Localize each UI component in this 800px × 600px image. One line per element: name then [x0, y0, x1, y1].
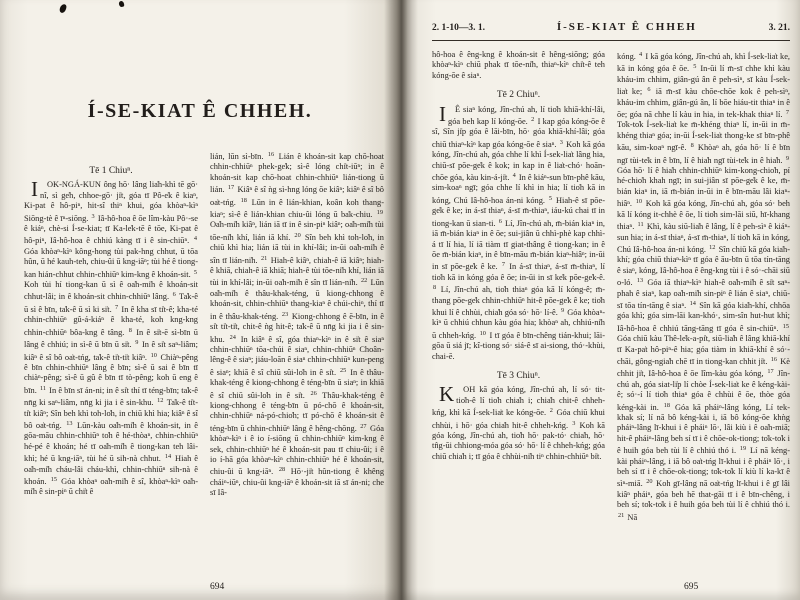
verse-number: 26 — [310, 389, 317, 397]
body-text-paragraph: I OK-NGÁ-KUN ông hō· lâng lia̍h-khì tē gō· nî, sì ge̍h, chhoe-gō· ji̍t, góa tī Pô-e̍k ê kiaⁿ, Ki-pat ê hô-piⁿ, hit-sî thiⁿ khui, góa khòaⁿ-kìⁿ Siōng-tè ê īⁿ-siōng. $^3$ Iâ-hô-hoa ê ōe lîm-kàu Pô·-se ê kiáⁿ, chè-si Í-se-kiat; tī Ka-le̍k-tē ê tōe, Ki-pat ê hô-piⁿ, Iâ-hô-hoa ê chhiú kàng tī i ê sin-chiūⁿ. $^4$ Góa khòaⁿ-kìⁿ kông-hong tùi pak-hng chhut, ū tōa hûn, ū hé kauh-teh, chiu-ûi ū kng-iāⁿ; tùi hé ê tiong-kan hián-chhut chhin-chhiūⁿ kim-kng ê khoán-sit. $^5$ Koh tùi hí tiong-kan ū sì ê oa̍h-mi̍h ê khoán-sit chhut-lâi; in ê khoán-sit chhin-chhiūⁿ lâng. $^6$ Ta̍k-ê ū sì ê bīn, ta̍k-ê ū sì ki si̍t. $^7$ In ê kha sī ti̍t-ê; kha-té chhin-chhiūⁿ gû-á-kiáⁿ ê kha-té, koh kng-kng chhin-chhiūⁿ bôa-kng ê tâng. $^8$ In ê si̍t-ē sì-bīn ū lâng ê chhiú; in sì-ê ū bīn ū si̍t. $^9$ In ê si̍t saⁿ-liâm; kiâⁿ ê sî bô oa̍t-tńg, ta̍k-ê ti̍t-ti̍t kiâⁿ. $^{10}$ Chiàⁿ-pêng ê bīn chhin-chhiūⁿ lâng ê bīn; sì-ê ū sai ê bīn tī chiàⁿ-pêng; sì-ê ū gû ê bīn tī tò-pêng; koh ū eng ê bīn. $^{11}$ In ê bīn sī án-ni; in ê si̍t thí tī téng-bīn; ta̍k-ê nn̄g ki saⁿ-liâm, nn̄g ki jia i ê sin-khu. $^{12}$ Ta̍k-ê ti̍t-ti̍t kiâⁿ; Sîn beh khì toh-lo̍h, in chiū khì hia; kiâⁿ ê sî bô oa̍t-tńg. $^{13}$ Lūn-kàu oa̍h-mi̍h ê khoán-sit, in ê gōa-māu chhin-chhiūⁿ to̍h ê hé-thòaⁿ, chhin-chhiūⁿ hé-pé ê khoán; hé tī oa̍h-mi̍h ê tiong-kan teh lâi-khì; hé ū kng-iāⁿ, tùi hé ū sih-nà chhut. $^{14}$ Hiah ê oa̍h-mi̍h cháu-lâi cháu-khì, chhin-chhiūⁿ sih-nà ê khoán. $^{15}$ Góa khòaⁿ oa̍h-mi̍h ê sî, khòaⁿ-kìⁿ oa̍h-mi̍h ê sin-piⁿ ū chi̍t ê — [24, 177, 198, 497]
verse-number: 14 — [164, 453, 172, 461]
verse-number: 24 — [229, 333, 236, 341]
book-title: Í-SE-KIAT Ê CHHEH. — [87, 100, 313, 122]
body-text-paragraph: hô-hoa ê êng-kng ê khoán-sit ê hêng-siōng; góa khòaⁿ-kìⁿ chiū phak tī tōe-ni̍h, thiaⁿ-kìⁿ chi̍t-ê teh kóng-ōe ê siaⁿ. — [432, 50, 605, 80]
verse-number: 8 — [690, 142, 694, 150]
verse-number: 19 — [376, 209, 383, 217]
verse-number: 4 — [512, 172, 516, 180]
body-text-paragraph: lián, lūn sì-bīn. $^{16}$ Lián ê khoán-sit kap chō-hoat chhin-chhiūⁿ phek-ge̍k; sì-ê lóng chi̍t-iūⁿ; in ê khoán-sit kap chō-hoat chhin-chhiūⁿ lián-tiong ū lián. $^{17}$ Kiâⁿ ê sî ǹg sì-hng lóng ōe kiâⁿ; kiâⁿ ê sî bô oa̍t-tńg. $^{18}$ Lūn in ê lián-khian, koân koh thang-kiaⁿ; sì-ê ê lián-khian chiu-ûi lóng ū ba̍k-chiu. $^{19}$ Oa̍h-mi̍h kiâⁿ, lián iā tī in ê sin-piⁿ kiâⁿ; oa̍h-mi̍h tùi tōe-ni̍h khí, lián iā khí. $^{20}$ Sîn beh khì toh-lo̍h, in chiū khì hia; lián iā tùi in khí-lâi; in-ūi oa̍h-mi̍h ê sîn tī lián-ni̍h. $^{21}$ Hiah-ê kiâⁿ, chiah-ê iā kiâⁿ; hiah-ê khiā, chiah-ê iā khiā; hiah-ê tùi tōe-ni̍h khí, lián iā tùi in khí-lâi; in-ūi oa̍h-mi̍h ê sîn tī lián-ni̍h. $^{22}$ Lūn oa̍h-mi̍h ê thâu-khak-téng, ū kiong-chhong ê khoán-sit, chhin-chhiūⁿ thang-kiaⁿ ê chúi-chiⁿ, thí tī in ê thâu-khak-téng. $^{23}$ Kiong-chhong ê ē-bīn, in ê si̍t ti̍t-ti̍t, chit-ê ǹg hit-ê; ta̍k-ê ū nn̄g ki jia i ê sin-khu. $^{24}$ In kiâⁿ ê sî, góa thiaⁿ-kìⁿ in ê si̍t ê siaⁿ chhin-chhiūⁿ tōa-chúi ê siaⁿ, chhin-chhiūⁿ Choân-lêng-ê ê siaⁿ; jiáu-loān ê siaⁿ chhin-chhiūⁿ kun-peng ê siaⁿ; khiā ê sî chiū sûi-lo̍h in ê si̍t. $^{25}$ In ê thâu-khak-téng ê kiong-chhong ê téng-bīn ū siaⁿ; in khiā ê sî chiū sûi-lo̍h in ê si̍t. $^{26}$ Thâu-khak-téng ê kiong-chhong ê téng-bīn ū pó-chō ê khoán-sit, chhin-chhiūⁿ ná-pó-chio̍h; tī pó-chō ê khoán-sit ê téng-bīn ū chhin-chhiūⁿ lâng ê hêng-chōng. $^{27}$ Góa khòaⁿ-kìⁿ i ê io í-siōng ū chhin-chhiūⁿ kim-kng ê sek, chhin-chhiūⁿ hé ê khoán-sit pau tī chiu-ûi; i ê io í-hā góa khòaⁿ-kìⁿ chhin-chhiūⁿ hé ê khoán-sit, chiu-ûi ū kng-iāⁿ. $^{28}$ Hō·-ji̍t hûn-tiong ê khêng cháiⁿ-iūⁿ, chiu-ûi kng-iāⁿ ê khoán-sit iā sī án-ni; che sī Iâ- — [210, 151, 384, 498]
verse-number: 12 — [157, 397, 164, 405]
verse-number: 7 — [785, 109, 789, 117]
text-column — [617, 50, 790, 580]
verse-number: 10 — [150, 351, 157, 359]
verse-number: 7 — [501, 261, 506, 269]
body-text-paragraph: kóng. $^4$ I kā góa kóng, Jîn-chú ah, khì Í-sek-lia̍t ke, kā in kóng góa ê ōe. $^5$ In-ūi lí m̄-sī chhe khì kàu kháu-im chhim, giân-gú ân ê peh-sìⁿ, sī kàu Í-sek-lia̍t ke; $^6$ iā m̄-sī kàu chōe-chōe kok ê peh-sìⁿ, kháu-im chhim, giân-gú ân, lí bōe hiáu-tit thiaⁿ in ê ōe; góa nā chhe lí kàu in hia, in tek-khak thiaⁿ lí. $^7$ To̍k-to̍k Í-sek-lia̍t ke m̄-khéng thiaⁿ lí, in-ūi in m̄-khéng thiaⁿ góa; in-ūi Í-sek-lia̍t thong-ke sī bīn-phê kāu, sim-koaⁿ ngī-ê. $^8$ Khòaⁿ ah, góa hō· lí ê bīn ngī tùi-te̍k in ê bīn, lí ê hia̍h ngī tùi-te̍k in ê hia̍h. $^9$ Góa hō· lí ê hia̍h chhin-chhiūⁿ kim-kong-chio̍h, pí hé-chio̍h khah ngī; in sui-jiân sī pōe-ge̍k ê ke, m̄-bián kiaⁿ in, iā m̄-bián in-ūi in ê bīn-māu lâi kiaⁿ-hiâⁿ. $^{10}$ Koh kā góa kóng, Jîn-chú ah, góa só· beh kā lí kóng it-chhè ê ōe, lí tio̍h sim-lāi siū, hī-khang thiaⁿ. $^{11}$ Khì, kàu siū-lia̍h ê lâng, lí ê peh-sìⁿ ê kiáⁿ-sun hia; in á-sī thiaⁿ, á-sī m̄-thiaⁿ, lí tio̍h kā in kóng, Chú Iâ-hô-hoa án-ni kóng. $^{12}$ Sîn chiū kā góa kia̍h-khí; góa chiū thiaⁿ-kìⁿ tī góa ê āu-bīn ū tōa tín-tāng ê siaⁿ, kóng, Iâ-hô-hoa ê êng-kng tùi i ê só·-chāi siū o-ló. $^{13}$ Góa iā thiaⁿ-kìⁿ hiah-ê oa̍h-mi̍h ê si̍t saⁿ-phah ê siaⁿ, kap oa̍h-mi̍h sin-piⁿ ê lián ê siaⁿ, chiū-sī tōa tín-tāng ê siaⁿ. $^{14}$ Sîn kā góa kia̍h-khí, chhōa góa khì; góa sim-lāi kan-khó·, sim-sîn hut-hut khì; Iâ-hô-hoa ê chhiú tāng-tāng tī góa ê sin-chiūⁿ. $^{15}$ Góa chiū kàu Thê-le̍k-a-pi̍t, siū-lia̍h ê lâng khiā-khí tī Ka-pa̍t hô-piⁿ-ê hia; góa tiàm in khiā-khí ê só·-chāi, gông-ngia̍h chē tī in tiong-kan chhit ji̍t. $^{16}$ Kè chhit ji̍t, Iâ-hô-hoa ê ōe lîm-kàu góa kóng, $^{17}$ Jîn-chú ah, góa siat-li̍p lí chòe Í-sek-lia̍t ke ê kéng-kài-ê; só·-í lí tio̍h thiaⁿ góa ê chhùi ê ōe, thòe góa kéng-kài in. $^{18}$ Góa kā pháiⁿ-lâng kóng, Lí tek-khak sí; lí nā bô kéng-kài i, iā bô kóng-ōe khǹg pháiⁿ-lâng lī-khui i ê pháiⁿ lō·, lâi kiù i ê oa̍h-miā; hit-ê pháiⁿ-lâng beh sí tī i ê chōe-ok-tiong; to̍k-to̍k i ê huih góa beh tùi lí ê chhiú thó i. $^{19}$ Lí nā kéng-kài pháiⁿ-lâng, i iā bô oa̍t-tńg lī-khui i ê pháiⁿ lō·, i beh sí tī i ê chōe-ok-tiong; to̍k-to̍k lí kiù lí ka-kī ê sìⁿ-miā. $^{20}$ Koh gī-lâng nā oa̍t-tńg lī-khui i ê gī lâi kiâⁿ pháiⁿ, góa beh hē that-gāi tī i ê bīn-chêng, i beh sí; to̍k-to̍k i ê huih góa beh tùi lí ê chhiú thó i. $^{21}$ Nā — [617, 51, 790, 522]
verse-number: 7 — [114, 303, 119, 311]
verse-number: 18 — [240, 196, 247, 204]
verse-number: 3 — [91, 212, 95, 220]
verse-number: 15 — [50, 475, 58, 483]
verse-number: 12 — [709, 243, 716, 251]
verse-number: 13 — [66, 419, 73, 427]
chapter-heading: Tē 2 Chiuⁿ. — [496, 90, 541, 101]
right-page-columns — [432, 50, 790, 580]
verse-number: 11 — [637, 221, 644, 229]
text-column — [432, 50, 605, 580]
verse-number: 2 — [549, 407, 553, 415]
verse-number: 17 — [227, 184, 235, 192]
text-column — [24, 150, 198, 576]
verse-number: 8 — [128, 326, 132, 334]
verse-number: 23 — [281, 310, 289, 318]
verse-number: 21 — [618, 511, 625, 519]
verse-number: 9 — [785, 154, 789, 162]
running-title: Í-SE-KIAT Ê CHHEH — [556, 21, 697, 33]
verse-number: 3 — [559, 138, 563, 146]
verse-number: 16 — [267, 151, 275, 158]
verse-number: 5 — [693, 63, 697, 71]
drop-cap: I — [31, 177, 38, 202]
verse-number: 16 — [770, 355, 777, 363]
verse-number: 5 — [548, 194, 553, 202]
chapter-heading: Tē 1 Chiuⁿ. — [89, 166, 133, 176]
verse-number: 19 — [739, 445, 747, 453]
verse-ref-right: 3. 21. — [768, 23, 790, 33]
text-column — [210, 150, 384, 576]
verse-number: 20 — [646, 478, 653, 486]
verse-number: 2 — [531, 116, 535, 124]
chapter-heading: Tē 3 Chiuⁿ. — [496, 370, 541, 381]
verse-number: 22 — [360, 277, 368, 285]
verse-number: 25 — [339, 366, 347, 374]
header-rule — [432, 40, 790, 41]
running-header — [432, 21, 790, 33]
page-number-left: 694 — [210, 582, 225, 592]
verse-number: 5 — [193, 268, 197, 276]
drop-cap: I — [439, 101, 446, 126]
verse-number: 4 — [639, 51, 643, 58]
verse-number: 10 — [635, 198, 642, 206]
verse-number: 21 — [261, 254, 268, 262]
verse-number: 28 — [278, 466, 286, 474]
body-text-paragraph: K OH kā góa kóng, Jîn-chú ah, lí só· tit-tio̍h-ê lí tio̍h chia̍h i; chia̍h chit-ê chheh-kńg, khì kā Í-sek-lia̍t ke kóng-ōe. $^2$ Góa chiū khui chhùi, i hō· góa chia̍h hit-ê chheh-kńg. $^3$ Koh kā góa kóng, Jîn-chú ah, tio̍h hō· pak-tó· chia̍h, hō· tn̂g-ūi chhiong-móa góa só· hō· lí ê chheh-kńg; góa chiū chia̍h i; tī góa ê chhùi-ni̍h tiⁿ chhin-chhiūⁿ bi̍t. — [432, 382, 605, 461]
ink-speck — [118, 1, 124, 8]
verse-number: 6 — [172, 291, 176, 299]
verse-number: 18 — [663, 401, 671, 409]
verse-number: 15 — [782, 322, 789, 330]
verse-number: 17 — [767, 368, 774, 376]
verse-number: 27 — [360, 422, 367, 430]
verse-number: 8 — [433, 284, 437, 292]
left-page-columns — [24, 150, 384, 576]
verse-number: 14 — [689, 299, 696, 307]
verse-number: 20 — [294, 231, 301, 239]
verse-number: 6 — [498, 217, 502, 225]
verse-number: 10 — [479, 329, 486, 337]
page-number-right: 695 — [684, 582, 699, 592]
verse-number: 13 — [636, 277, 644, 285]
verse-number: 9 — [135, 339, 139, 347]
verse-number: 3 — [572, 419, 576, 427]
drop-cap: K — [439, 382, 455, 407]
verse-number: 6 — [647, 86, 651, 94]
verse-number: 4 — [193, 235, 197, 243]
ink-speck — [59, 3, 67, 13]
body-text-paragraph: I Ê siaⁿ kóng, Jîn-chú ah, lí tio̍h khiā-khí-lâi, góa beh kap lí kóng-ōe. $^2$ I kap góa kóng-ōe ê sî, Sîn ji̍p góa ê lāi-bīn, hō· góa khiā-khí-lâi; góa chiū thiaⁿ-kìⁿ kap góa kóng-ōe ê siaⁿ. $^3$ Koh kā góa kóng, Jîn-chú ah, góa chhe lí khì Í-sek-lia̍t lâng hia, chiū-sī pōe-ge̍k ê kok; in kap in ê lia̍t-chó· hoān-chōe góa, kàu kin-á-ji̍t. $^4$ In ê kiáⁿ-sun bīn-phê kāu, sim-koaⁿ ngī; góa chhe lí khì in hia; lí tio̍h kā in kóng, Chú Iâ-hô-hoa án-ni kóng. $^5$ Hiah-ê sī pōe-ge̍k ê ke; in á-sī thiaⁿ, á-sī m̄-thiaⁿ, iáu-kú chai tī in tiong-kan ū sian-ti. $^6$ Lí, Jîn-chú ah, m̄-bián kiaⁿ in, iā m̄-bián kiaⁿ in ê ōe; sui-jiân ū chhì-phè kap chhì-á tī lí hia, lí iā tiàm tī giat-thâng ê tiong-kan; in ê ōe m̄-bián kiaⁿ, in ê bīn-māu m̄-bián kiaⁿ-hiâⁿ; in-ūi in sī pōe-ge̍k ê ke. $^7$ In á-sī thiaⁿ, á-sī m̄-thiaⁿ, lí tio̍h kā in kóng góa ê ōe; in-ūi in sī ke̍k pōe-ge̍k-ê. $^8$ Lí, Jîn-chú ah, tio̍h thiaⁿ góa kā lí kóng-ê; m̄-thang pōe-ge̍k chhin-chhiūⁿ hit-ê pōe-ge̍k ê ke; tio̍h khui lí ê chhùi, chia̍h góa só· hō· lí-ê. $^9$ Góa khòaⁿ-kìⁿ ū chhiú chhun kàu góa hia; khòaⁿ ah, chhiú-ni̍h ū chheh-kńg. $^{10}$ I tī góa ê bīn-chêng tián-khui; lāi-gōa ū siá jī; kî-tiong só· siá-ê sī ai-siong, thó·-khùi, chai-ē. — [432, 101, 605, 361]
verse-number: 11 — [39, 384, 47, 392]
right-page — [400, 0, 800, 600]
verse-ref-left: 2. 1-10—3. 1. — [432, 23, 486, 33]
verse-number: 9 — [560, 306, 565, 314]
